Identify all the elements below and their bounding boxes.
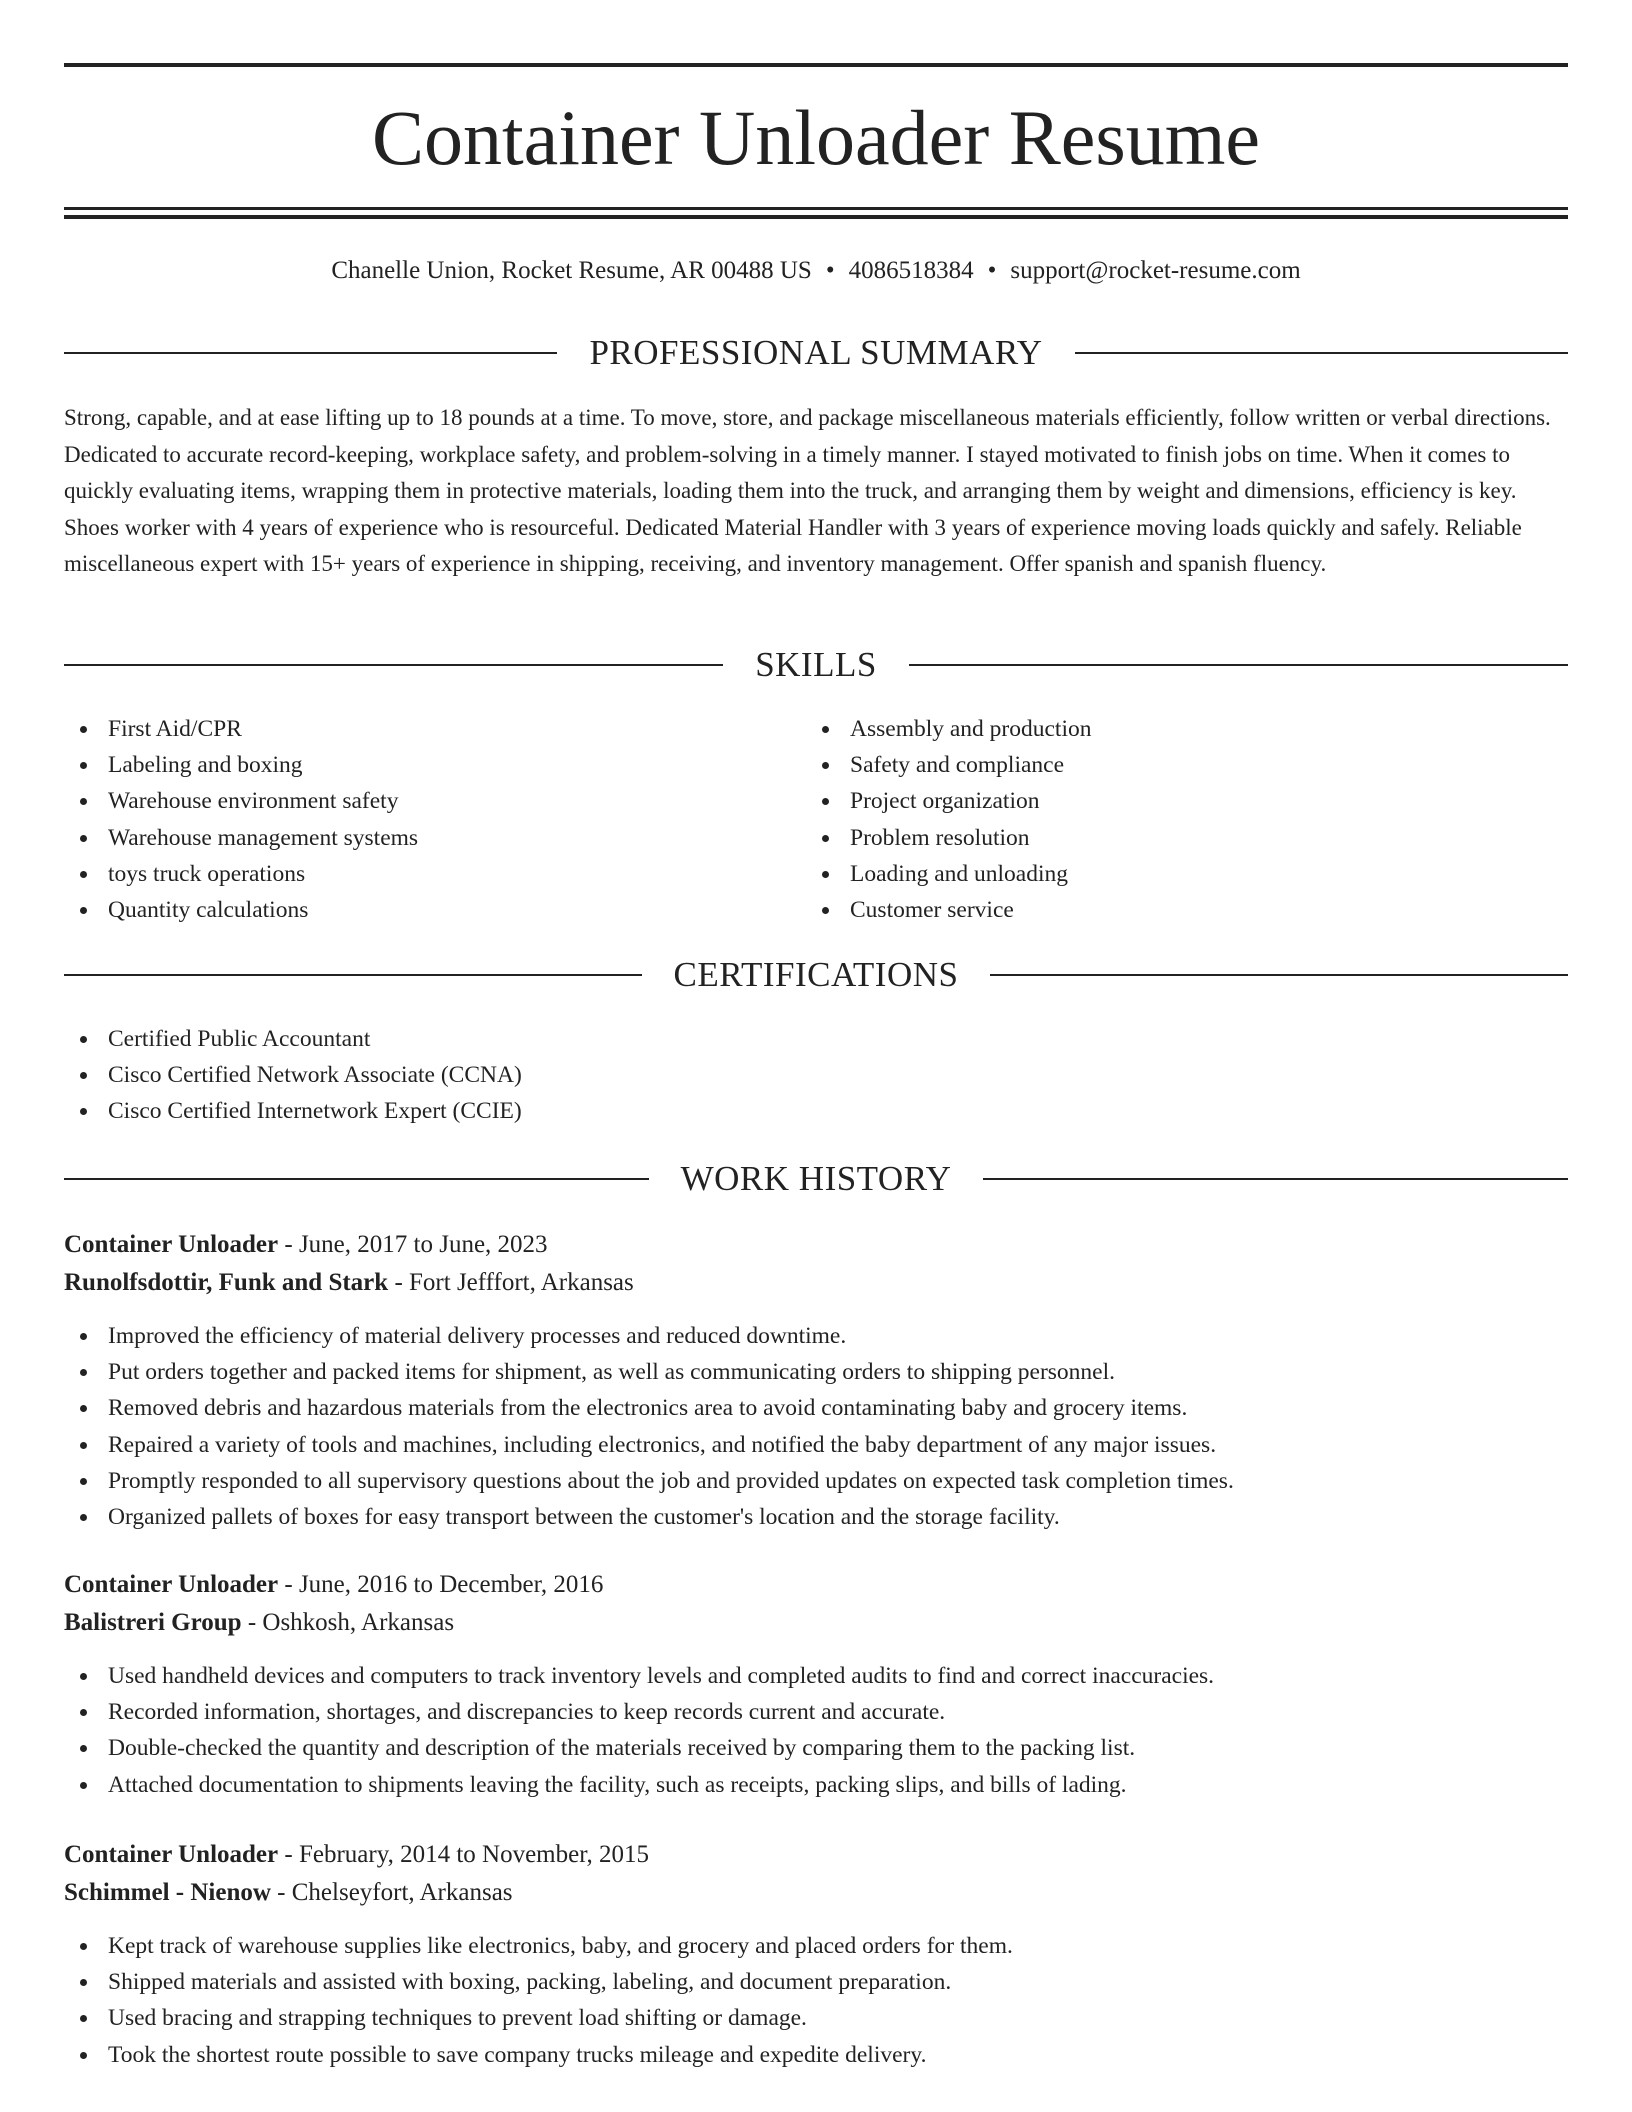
heading-rule-right	[1075, 352, 1568, 354]
job-duty: Recorded information, shortages, and discrepancies to keep records current and accurate.	[64, 1694, 1568, 1730]
job-location: - Chelseyfort, Arkansas	[270, 1879, 513, 1906]
contact-separator: •	[987, 257, 997, 284]
heading-rule-right	[909, 664, 1568, 666]
job-duty: Took the shortest route possible to save company trucks mileage and expedite delivery.	[64, 2037, 1568, 2073]
skill-item: Assembly and production	[806, 711, 1506, 747]
job-company: Balistreri Group	[64, 1609, 242, 1636]
skill-item: Warehouse management systems	[64, 820, 764, 856]
job-duty: Improved the efficiency of material delivery processes and reduced downtime.	[64, 1318, 1568, 1354]
job-company: Runolfsdottir, Funk and Stark	[64, 1269, 389, 1296]
job-title-line	[64, 1226, 1568, 1264]
title-rule-upper	[64, 207, 1568, 210]
skills-heading-label: SKILLS	[755, 645, 877, 684]
job-dates: - June, 2017 to June, 2023	[278, 1231, 548, 1258]
job-title: Container Unloader	[64, 1231, 279, 1258]
job-location: - Fort Jefffort, Arkansas	[388, 1269, 634, 1296]
job-dates: - June, 2016 to December, 2016	[278, 1571, 604, 1598]
page-title: Container Unloader Resume	[371, 94, 1261, 181]
skill-item: Safety and compliance	[806, 747, 1506, 783]
heading-rule-right	[990, 974, 1568, 976]
skill-item: Quantity calculations	[64, 892, 764, 928]
work-history-heading	[64, 1157, 1568, 1201]
skill-item: Problem resolution	[806, 820, 1506, 856]
heading-rule-left	[64, 352, 557, 354]
heading-rule-left	[64, 1178, 649, 1180]
job-company: Schimmel - Nienow	[64, 1879, 271, 1906]
contact-phone: 4086518384	[848, 257, 974, 284]
title-rule-lower	[64, 215, 1568, 219]
certification-item: Cisco Certified Network Associate (CCNA)	[64, 1057, 1568, 1093]
job-duty: Removed debris and hazardous materials from the electronics area to avoid contaminating baby and grocery items.	[64, 1390, 1568, 1426]
job-dates: - February, 2014 to November, 2015	[278, 1841, 650, 1868]
contact-address: Chanelle Union, Rocket Resume, AR 00488 US	[331, 257, 812, 284]
heading-rule-right	[983, 1178, 1568, 1180]
job-company-line	[64, 1604, 1568, 1642]
skill-item: Warehouse environment safety	[64, 783, 764, 819]
certifications-heading	[64, 953, 1568, 997]
contact-line	[64, 254, 1568, 288]
job-company-line	[64, 1874, 1568, 1912]
job-entry	[64, 1566, 1568, 1803]
summary-text: Strong, capable, and at ease lifting up to 18 pounds at a time. To move, store, and package miscellaneous materials efficiently, follow written or verbal directions. Dedicated to accurate record-keeping, workplace safety, and problem-solving in a timely manner. I stayed motivated to finish jobs on time. When it comes to quickly evaluating items, wrapping them in protective materials, loading them into the truck, and arranging them by weight and dimensions, efficiency is key. Shoes worker with 4 years of experience who is resourceful. Dedicated Material Handler with 3 years of experience moving loads quickly and safely. Reliable miscellaneous expert with 15+ years of experience in shipping, receiving, and inventory management. Offer spanish and spanish fluency.	[64, 405, 1551, 577]
job-duty: Used handheld devices and computers to track inventory levels and completed audits to find and correct inaccuracies.	[64, 1658, 1568, 1694]
skill-item: Labeling and boxing	[64, 747, 764, 783]
job-title: Container Unloader	[64, 1571, 279, 1598]
skills-heading	[64, 643, 1568, 687]
heading-rule-left	[64, 974, 642, 976]
job-duty: Repaired a variety of tools and machines, including electronics, and notified the baby department of any major issues.	[64, 1427, 1568, 1463]
summary-heading-label: PROFESSIONAL SUMMARY	[589, 333, 1043, 372]
certification-item: Certified Public Accountant	[64, 1021, 1568, 1057]
job-duty: Organized pallets of boxes for easy transport between the customer's location and the storage facility.	[64, 1499, 1568, 1535]
job-duty: Attached documentation to shipments leaving the facility, such as receipts, packing slips, and bills of lading.	[64, 1767, 1568, 1803]
job-entry	[64, 1836, 1568, 2073]
heading-rule-left	[64, 664, 723, 666]
job-title-line	[64, 1836, 1568, 1874]
job-duty: Double-checked the quantity and description of the materials received by comparing them to the packing list.	[64, 1730, 1568, 1766]
certifications-list	[64, 1021, 1568, 1130]
job-duties-list	[64, 1318, 1568, 1535]
job-location: - Oshkosh, Arkansas	[241, 1609, 455, 1636]
skill-item: toys truck operations	[64, 856, 764, 892]
certification-item: Cisco Certified Internetwork Expert (CCIE)	[64, 1093, 1568, 1129]
job-duty: Used bracing and strapping techniques to prevent load shifting or damage.	[64, 2000, 1568, 2036]
skills-list-right	[806, 711, 1506, 928]
job-duties-list	[64, 1928, 1568, 2073]
contact-email: support@rocket-resume.com	[1010, 257, 1301, 284]
work-history-heading-label: WORK HISTORY	[680, 1159, 952, 1198]
job-company-line	[64, 1264, 1568, 1302]
certifications-heading-label: CERTIFICATIONS	[673, 955, 959, 994]
skill-item: First Aid/CPR	[64, 711, 764, 747]
job-duties-list	[64, 1658, 1568, 1803]
job-title-line	[64, 1566, 1568, 1604]
summary-heading	[64, 331, 1568, 375]
job-duty: Kept track of warehouse supplies like electronics, baby, and grocery and placed orders for them.	[64, 1928, 1568, 1964]
skills-list-left	[64, 711, 764, 928]
skill-item: Loading and unloading	[806, 856, 1506, 892]
top-rule	[64, 63, 1568, 67]
job-entry	[64, 1226, 1568, 1535]
skill-item: Customer service	[806, 892, 1506, 928]
contact-separator: •	[825, 257, 835, 284]
job-title: Container Unloader	[64, 1841, 279, 1868]
job-duty: Put orders together and packed items for shipment, as well as communicating orders to shipping personnel.	[64, 1354, 1568, 1390]
job-duty: Promptly responded to all supervisory questions about the job and provided updates on expected task completion times.	[64, 1463, 1568, 1499]
skill-item: Project organization	[806, 783, 1506, 819]
job-duty: Shipped materials and assisted with boxing, packing, labeling, and document preparation.	[64, 1964, 1568, 2000]
